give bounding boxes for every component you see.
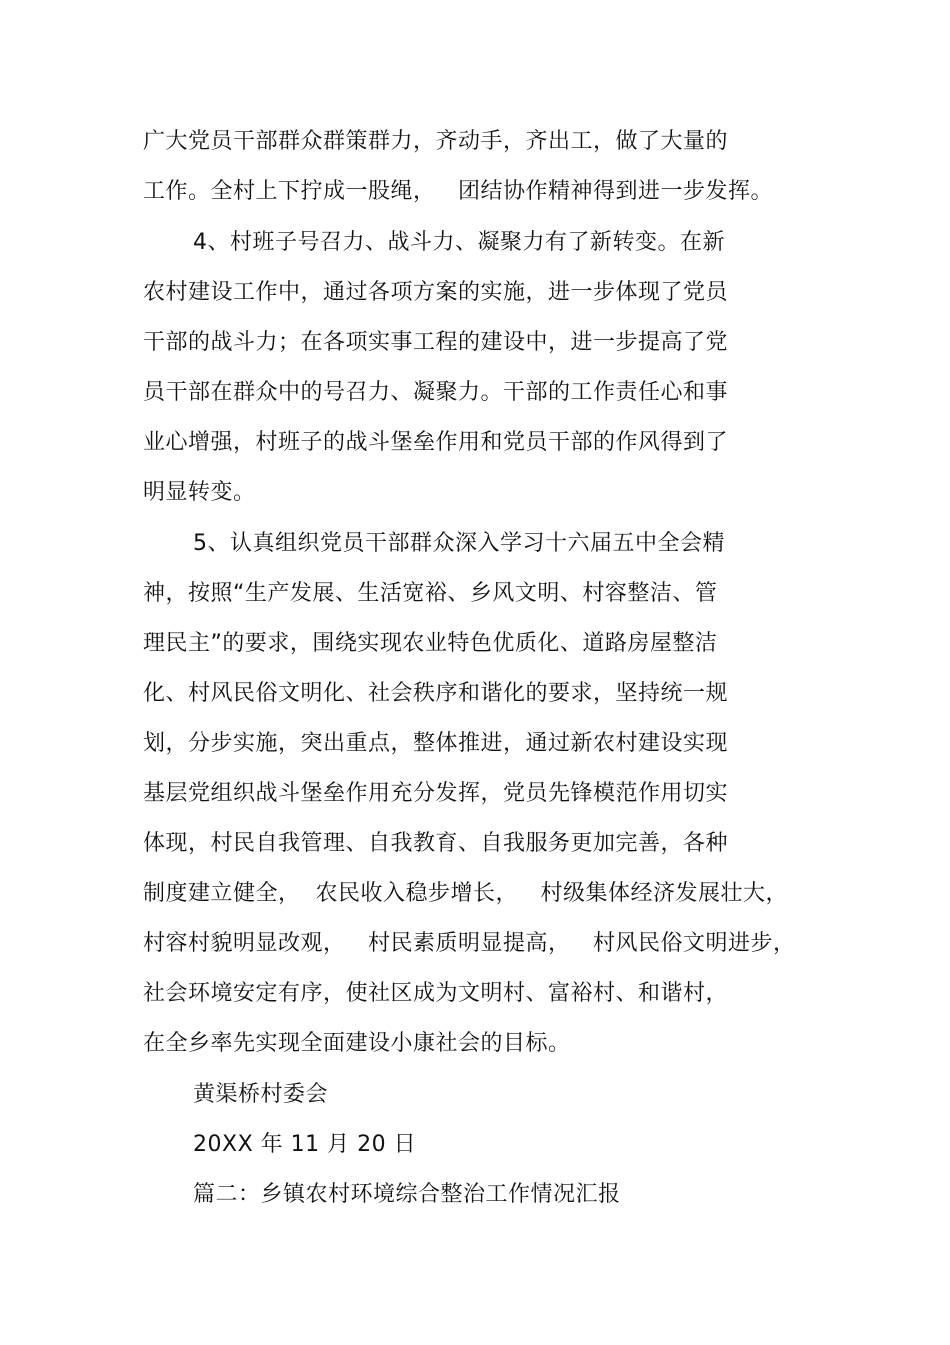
next-section-title: 篇二：乡镇农村环境综合整治工作情况汇报 bbox=[193, 1182, 621, 1207]
body-text-line: 工作。全村上下拧成一股绳， 团结协作精神得到进一步发挥。 bbox=[143, 179, 773, 204]
paragraph-4-start: 4、村班子号召力、战斗力、凝聚力有了新转变。在新 bbox=[193, 230, 725, 255]
body-text-line: 明显转变。 bbox=[143, 480, 256, 505]
body-text-line: 划，分步实施，突出重点，整体推进，通过新农村建设实现 bbox=[143, 731, 729, 756]
body-text-line: 干部的战斗力；在各项实事工程的建设中，进一步提高了党 bbox=[143, 330, 729, 355]
paragraph-5-start: 5、认真组织党员干部群众深入学习十六届五中全会精 bbox=[193, 531, 725, 556]
date: 20XX 年 11 月 20 日 bbox=[193, 1132, 417, 1157]
body-text-line: 制度建立健全， 农民收入稳步增长， 村级集体经济发展壮大， bbox=[143, 881, 788, 906]
body-text-line: 神，按照“生产发展、生活宽裕、乡风文明、村容整洁、管 bbox=[143, 581, 718, 606]
body-text-line: 社会环境安定有序，使社区成为文明村、富裕村、和谐村， bbox=[143, 981, 729, 1006]
body-text-line: 广大党员干部群众群策群力，齐动手，齐出工，做了大量的 bbox=[143, 129, 729, 154]
body-text-line: 业心增强，村班子的战斗堡垒作用和党员干部的作风得到了 bbox=[143, 430, 729, 455]
body-text-line: 员干部在群众中的号召力、凝聚力。干部的工作责任心和事 bbox=[143, 380, 729, 405]
body-text-line: 在全乡率先实现全面建设小康社会的目标。 bbox=[143, 1031, 571, 1056]
body-text-line: 体现，村民自我管理、自我教育、自我服务更加完善，各种 bbox=[143, 831, 729, 856]
body-text-line: 化、村风民俗文明化、社会秩序和谐化的要求，坚持统一规 bbox=[143, 681, 729, 706]
body-text-line: 基层党组织战斗堡垒作用充分发挥，党员先锋模范作用切实 bbox=[143, 781, 729, 806]
signature: 黄渠桥村委会 bbox=[193, 1082, 329, 1107]
body-text-line: 理民主”的要求，围绕实现农业特色优质化、道路房屋整洁 bbox=[143, 631, 718, 656]
body-text-line: 村容村貌明显改观， 村民素质明显提高， 村风民俗文明进步， bbox=[143, 931, 796, 956]
body-text-line: 农村建设工作中，通过各项方案的实施，进一步体现了党员 bbox=[143, 280, 729, 305]
